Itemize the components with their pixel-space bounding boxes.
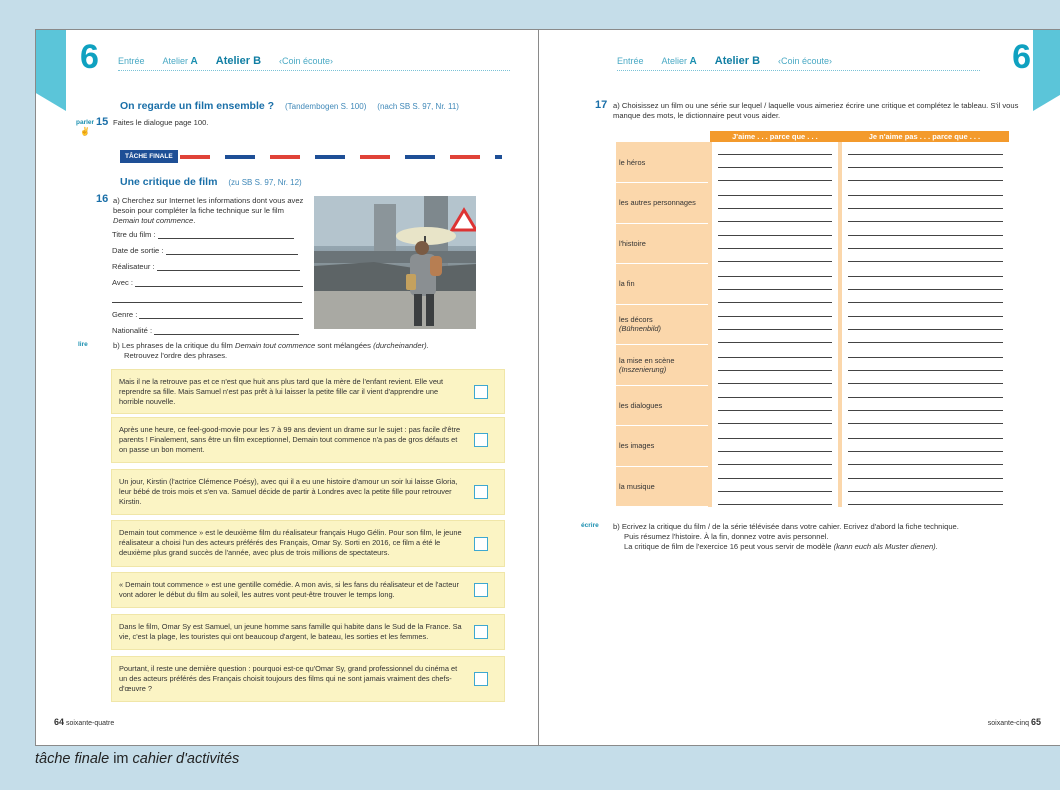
table-row bbox=[616, 345, 1009, 386]
film-still-photo bbox=[314, 196, 476, 329]
dislikes-cell[interactable] bbox=[840, 385, 1009, 426]
photo-illustration bbox=[314, 196, 476, 329]
table-row bbox=[616, 183, 1009, 224]
left-page bbox=[36, 30, 539, 745]
order-checkbox[interactable] bbox=[474, 433, 488, 447]
table-row bbox=[616, 304, 1009, 345]
table-row bbox=[616, 264, 1009, 305]
workbook-spread bbox=[35, 29, 1060, 746]
nav-left bbox=[118, 55, 333, 67]
field-nationalite[interactable]: Nationalité : bbox=[112, 326, 299, 335]
sentence-text: « Demain tout commence » est une gentille comédie. A mon avis, si les fans du réalisateur et de l'acteur vont adorer le début du film au soleil, les autres vont peut-être trouver le temps long. bbox=[119, 580, 459, 599]
skill-ecrire: écrire bbox=[581, 522, 599, 529]
row-label: les autres personnages bbox=[616, 183, 710, 224]
nav-atelier-a[interactable]: Atelier A bbox=[661, 56, 697, 67]
order-checkbox[interactable] bbox=[474, 485, 488, 499]
likes-cell[interactable] bbox=[710, 426, 840, 467]
sentence-text: Dans le film, Omar Sy est Samuel, un jeune homme sans famille qui habite dans le Sud de la France. Sa vie, c'est la plage, les touristes qui ont beaucoup d'argent, le bateau, les sorties et les femmes. bbox=[119, 622, 462, 641]
unit-tab-right bbox=[1033, 30, 1060, 111]
likes-cell[interactable] bbox=[710, 304, 840, 345]
dislikes-cell[interactable] bbox=[840, 345, 1009, 386]
nav-atelier-b[interactable]: Atelier B bbox=[215, 55, 262, 67]
unit-tab-left bbox=[36, 30, 66, 111]
dislikes-cell[interactable] bbox=[840, 466, 1009, 507]
handshake-icon: ✌ bbox=[80, 127, 90, 136]
order-checkbox[interactable] bbox=[474, 537, 488, 551]
order-checkbox[interactable] bbox=[474, 672, 488, 686]
row-label: le héros bbox=[616, 142, 710, 183]
ex17-number: 17 bbox=[595, 99, 608, 111]
col-likes-header: J'aime . . . parce que . . . bbox=[710, 131, 840, 142]
nav-divider bbox=[617, 70, 980, 71]
table-row bbox=[616, 426, 1009, 467]
sentence-text: Demain tout commence » est le deuxième film du réalisateur français Hugo Gélin. Pour son film, le jeune réalisateur a choisi l'un des acteurs préférés des Français, Omar Sy. Sorti en 2016, ce film a été le deuxième plus grand succès de l'année, avec plus de trois millions de spectateurs. bbox=[119, 528, 462, 557]
skill-parler: parler bbox=[76, 119, 95, 126]
nav-divider bbox=[118, 70, 510, 71]
field-avec[interactable]: Avec : bbox=[112, 278, 303, 287]
sentence-card bbox=[112, 573, 504, 607]
sentence-card bbox=[112, 418, 504, 462]
ex15-text: Faites le dialogue page 100. bbox=[113, 118, 209, 127]
row-label: la fin bbox=[616, 264, 710, 305]
likes-cell[interactable] bbox=[710, 345, 840, 386]
dislikes-cell[interactable] bbox=[840, 264, 1009, 305]
dislikes-cell[interactable] bbox=[840, 142, 1009, 183]
likes-cell[interactable] bbox=[710, 466, 840, 507]
sentence-card bbox=[112, 657, 504, 701]
sentence-text: Mais il ne la retrouve pas et ce n'est que huit ans plus tard que la mère de l'enfant revient. Elle veut reprendre sa fille. Mais Samuel n'est pas prêt à lui laisser la petite fille car il vient d'apprendre une horrible nouvelle. bbox=[119, 377, 444, 406]
sentence-text: Pourtant, il reste une dernière question : pourquoi est-ce qu'Omar Sy, grand professionnel du cinéma et un des acteurs préférés des Français choisit toujours des films qui ne sont jamais vraiment des chefs-d'œuvre ? bbox=[119, 664, 458, 693]
row-label: l'histoire bbox=[616, 223, 710, 264]
caption: tâche finale im cahier d'activités bbox=[35, 751, 240, 767]
unit-number-right: 6 bbox=[1012, 38, 1031, 76]
ex16b-instruction: b) Les phrases de la critique du film Demain tout commence sont mélangées (durcheinander). Retrouvez l'ordre des phrases. bbox=[113, 341, 429, 360]
right-page bbox=[539, 30, 1060, 745]
nav-coin-ecoute[interactable]: ‹Coin écoute› bbox=[778, 56, 833, 66]
skill-lire: lire bbox=[78, 341, 88, 348]
field-date[interactable]: Date de sortie : bbox=[112, 246, 298, 255]
dislikes-cell[interactable] bbox=[840, 183, 1009, 224]
sentence-card bbox=[112, 470, 504, 514]
nav-atelier-a[interactable]: Atelier A bbox=[162, 56, 198, 67]
nav-coin-ecoute[interactable]: ‹Coin écoute› bbox=[279, 56, 334, 66]
likes-cell[interactable] bbox=[710, 264, 840, 305]
likes-cell[interactable] bbox=[710, 223, 840, 264]
unit-number: 6 bbox=[80, 38, 99, 76]
critique-table bbox=[616, 131, 1009, 507]
nav-atelier-b[interactable]: Atelier B bbox=[714, 55, 761, 67]
order-checkbox[interactable] bbox=[474, 583, 488, 597]
ex16a-instruction: a) Cherchez sur Internet les informations dont vous avez besoin pour compléter la fiche technique sur le film Demain tout commence. bbox=[113, 196, 304, 225]
row-label: la musique bbox=[616, 466, 710, 507]
col-dislikes-header: Je n'aime pas . . . parce que . . . bbox=[840, 131, 1009, 142]
ex16-number: 16 bbox=[96, 193, 109, 205]
dislikes-cell[interactable] bbox=[840, 223, 1009, 264]
table-row bbox=[616, 142, 1009, 183]
page-number-left: 64 soixante-quatre bbox=[54, 717, 115, 727]
row-label: les décors (Bühnenbild) bbox=[616, 304, 710, 345]
sentence-text: Après une heure, ce feel-good-movie pour les 7 à 99 ans devient un drame sur le sujet : pas facile d'être parents ! Finalement, sans être un film exceptionnel, Demain tout commence n'a pas de gros défauts et on passe un bon moment. bbox=[119, 425, 461, 454]
order-checkbox[interactable] bbox=[474, 625, 488, 639]
ex17b-instruction: b) Ecrivez la critique du film / de la série télévisée dans votre cahier. Ecrivez d'abord la fiche technique. Puis résumez l'histoire. À la fin, donnez votre avis personnel. La critique de film de l'exercice 16 peut vous servir de modèle (kann euch als Muster dienen). bbox=[613, 522, 959, 551]
sentence-card bbox=[112, 615, 504, 649]
ex17a-instruction: a) Choisissez un film ou une série sur lequel / laquelle vous aimeriez écrire une critique et complétez le tableau. S'il vous manque des mots, le dictionnaire peut vous aider. bbox=[613, 101, 1019, 120]
section2-title: Une critique de film (zu SB S. 97, Nr. 12) bbox=[120, 176, 302, 188]
row-label: la mise en scène (Inszenierung) bbox=[616, 345, 710, 386]
dislikes-cell[interactable] bbox=[840, 426, 1009, 467]
field-avec-extra[interactable] bbox=[112, 294, 302, 303]
likes-cell[interactable] bbox=[710, 385, 840, 426]
row-label: les dialogues bbox=[616, 385, 710, 426]
field-realisateur[interactable]: Réalisateur : bbox=[112, 262, 300, 271]
nav-right bbox=[617, 55, 832, 67]
sentence-card bbox=[112, 370, 504, 413]
tache-finale-label: TÂCHE FINALE bbox=[120, 150, 178, 163]
field-genre[interactable]: Genre : bbox=[112, 310, 303, 319]
order-checkbox[interactable] bbox=[474, 385, 488, 399]
table-row bbox=[616, 466, 1009, 507]
dislikes-cell[interactable] bbox=[840, 304, 1009, 345]
nav-entree[interactable]: Entrée bbox=[118, 56, 145, 66]
page-number-right: soixante-cinq 65 bbox=[987, 717, 1041, 727]
row-label: les images bbox=[616, 426, 710, 467]
likes-cell[interactable] bbox=[710, 142, 840, 183]
likes-cell[interactable] bbox=[710, 183, 840, 224]
section1-title: On regarde un film ensemble ? (Tandembogen S. 100) (nach SB S. 97, Nr. 11) bbox=[120, 100, 459, 112]
table-row bbox=[616, 385, 1009, 426]
sentence-card bbox=[112, 521, 504, 566]
table-row bbox=[616, 223, 1009, 264]
sentence-text: Un jour, Kirstin (l'actrice Clémence Poésy), avec qui il a eu une histoire d'amour un soir lui laisse Gloria, leur bébé de trois mois et s'en va. Samuel décide de partir à Londres avec la petite fille pour retrouver Kirstin. bbox=[119, 477, 458, 506]
nav-entree[interactable]: Entrée bbox=[617, 56, 644, 66]
field-titre[interactable]: Titre du film : bbox=[112, 230, 294, 239]
ex15-number: 15 bbox=[96, 116, 109, 128]
